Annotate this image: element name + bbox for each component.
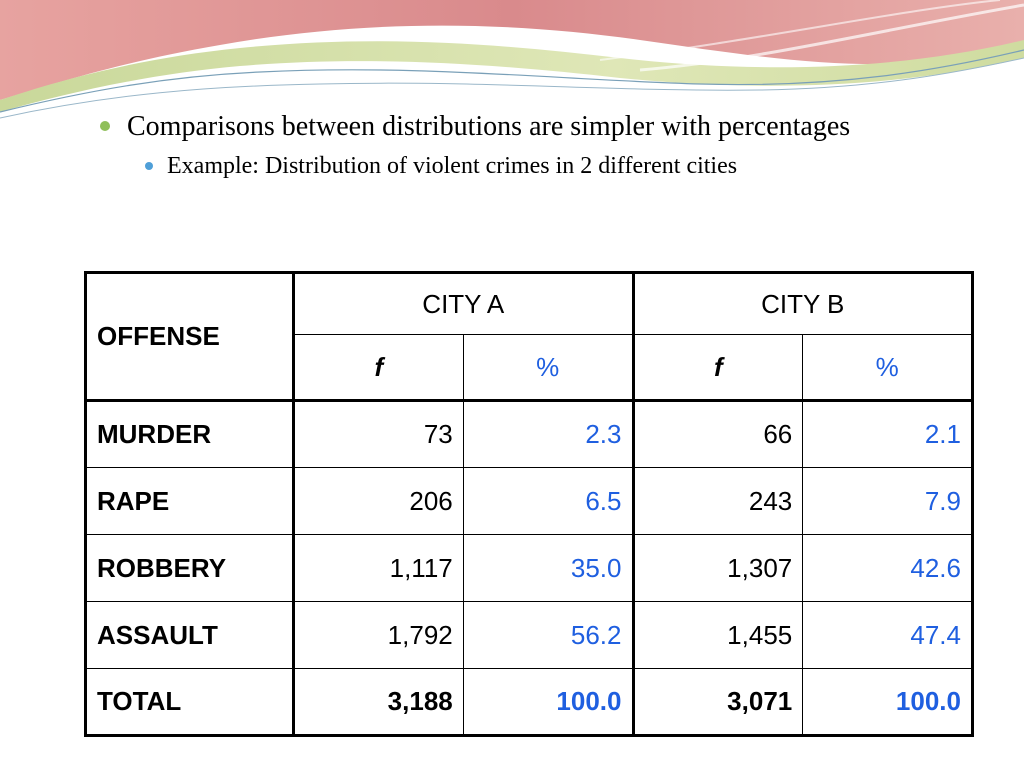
city-a-pct-cell: 56.2	[463, 602, 633, 669]
table-total-row	[86, 669, 973, 736]
table-header-row	[86, 273, 973, 335]
city-b-pct-cell: 7.9	[803, 468, 973, 535]
city-a-f-cell: 206	[294, 468, 464, 535]
offense-cell: MURDER	[86, 401, 294, 468]
city-b-f-cell: 3,071	[633, 669, 803, 736]
table-row	[86, 535, 973, 602]
table-row	[86, 602, 973, 669]
city-b-pct-header: %	[803, 335, 973, 401]
bullet-level1	[100, 112, 980, 142]
city-b-pct-cell: 42.6	[803, 535, 973, 602]
crime-distribution-table	[84, 271, 974, 737]
city-a-f-cell: 1,117	[294, 535, 464, 602]
bullet-list	[100, 112, 980, 180]
city-a-pct-header: %	[463, 335, 633, 401]
city-b-pct-cell: 100.0	[803, 669, 973, 736]
bullet2-text: Example: Distribution of violent crimes in 2 different cities	[167, 153, 738, 179]
bullet-dot-icon	[100, 121, 110, 131]
offense-cell: ASSAULT	[86, 602, 294, 669]
bullet-dot-icon	[145, 162, 153, 170]
city-a-pct-cell: 100.0	[463, 669, 633, 736]
city-a-f-cell: 73	[294, 401, 464, 468]
city-a-header: CITY A	[294, 273, 634, 335]
city-b-pct-cell: 2.1	[803, 401, 973, 468]
city-b-f-cell: 1,455	[633, 602, 803, 669]
city-b-f-cell: 1,307	[633, 535, 803, 602]
city-b-f-cell: 66	[633, 401, 803, 468]
offense-header: OFFENSE	[86, 273, 294, 401]
offense-cell: ROBBERY	[86, 535, 294, 602]
city-a-f-cell: 3,188	[294, 669, 464, 736]
offense-cell: RAPE	[86, 468, 294, 535]
offense-cell: TOTAL	[86, 669, 294, 736]
city-b-f-header: f	[633, 335, 803, 401]
city-a-pct-cell: 6.5	[463, 468, 633, 535]
bullet1-text: Comparisons between distributions are simpler with percentages	[127, 111, 851, 142]
city-a-f-header: f	[294, 335, 464, 401]
city-b-pct-cell: 47.4	[803, 602, 973, 669]
city-b-f-cell: 243	[633, 468, 803, 535]
city-a-pct-cell: 35.0	[463, 535, 633, 602]
city-a-pct-cell: 2.3	[463, 401, 633, 468]
table-row	[86, 468, 973, 535]
city-a-f-cell: 1,792	[294, 602, 464, 669]
city-b-header: CITY B	[633, 273, 973, 335]
bullet-level2	[145, 152, 980, 180]
table-row	[86, 401, 973, 468]
